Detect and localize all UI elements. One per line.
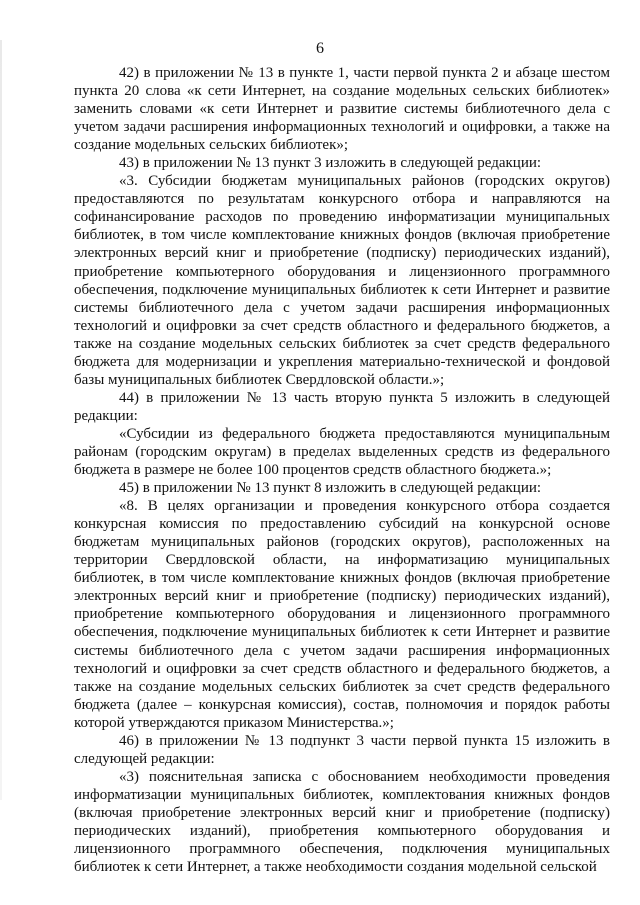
paragraph-45-quote: «8. В целях организации и проведения конкурсного отбора создается конкурсная комиссия по предоставлению субсидий на конкурсной основе бюджетам муниципальных районов (городских округов), расположенных на территории Свердловской области, на информатизацию муниципальных библиотек, в том числе комплектование книжных фондов (включая приобретение электронных версий книг и приобретение (подписку) периодических изданий), приобретение компьютерного оборудования и лицензионного программного обеспечения, подключение муниципальных библиотек к сети Интернет и развитие системы библиотечного дела с учетом задачи расширения информационных технологий и оцифровки за счет средств областного и федерального бюджетов, а также на создание модельных сельских библиотек за счет средств федерального бюджета (далее – конкурсная комиссия), состав, полномочия и порядок работы которой утверждаются приказом Министерства.»; xyxy=(74,498,610,731)
page-number: 6 xyxy=(316,40,324,57)
paragraph-46-quote: «3) пояснительная записка с обоснованием необходимости проведения информатизации муниципальных библиотек, комплектования книжных фондов (включая приобретение электронных версий книг и приобретение (подписку) периодических изданий), приобретения компьютерного оборудования и лицензионного программного обеспечения, подключения муниципальных библиотек к сети Интернет, а также необходимости создания модельной сельской xyxy=(74,768,610,876)
paragraph-44-quote: «Субсидии из федерального бюджета предоставляются муниципальным районам (городским округам) в пределах выделенных средств из федерального бюджета в размере не более 100 процентов средств областного бюджета.»; xyxy=(74,425,610,479)
paragraph-43-quote: «3. Субсидии бюджетам муниципальных районов (городских округов) предоставляются по результатам конкурсного отбора и направляются на софинансирование расходов по проведению информатизации муниципальных библиотек, в том числе комплектование книжных фондов (включая приобретение электронных версий книг и приобретение (подписку) периодических изданий), приобретение компьютерного оборудования и лицензионного программного обеспечения, подключение муниципальных библиотек к сети Интернет и развитие системы библиотечного дела с учетом задачи расширения информационных технологий и оцифровки за счет средств областного и федерального бюджетов, а также на создание модельных сельских библиотек за счет средств федерального бюджета для модернизации и укрепления материально-технической и фондовой базы муниципальных библиотек Свердловской области.»; xyxy=(74,173,610,388)
paragraph-43: 43) в приложении № 13 пункт 3 изложить в следующей редакции: xyxy=(119,155,542,172)
scan-edge-shadow xyxy=(0,40,2,800)
paragraph-44: 44) в приложении № 13 часть вторую пункта 5 изложить в следующей редакции: xyxy=(74,389,610,424)
paragraph-46: 46) в приложении № 13 подпункт 3 части первой пункта 15 изложить в следующей редакции: xyxy=(74,732,610,767)
document-body xyxy=(74,64,610,876)
paragraph-45: 45) в приложении № 13 пункт 8 изложить в следующей редакции: xyxy=(119,480,542,497)
paragraph-42: 42) в приложении № 13 в пункте 1, части первой пункта 2 и абзаце шестом пункта 20 слова «к сети Интернет, на создание модельных сельских библиотек» заменить словами «к сети Интернет и развитие системы библиотечного дела с учетом задачи расширения информационных технологий и оцифровки, а также на создание модельных сельских библиотек»; xyxy=(74,65,610,154)
